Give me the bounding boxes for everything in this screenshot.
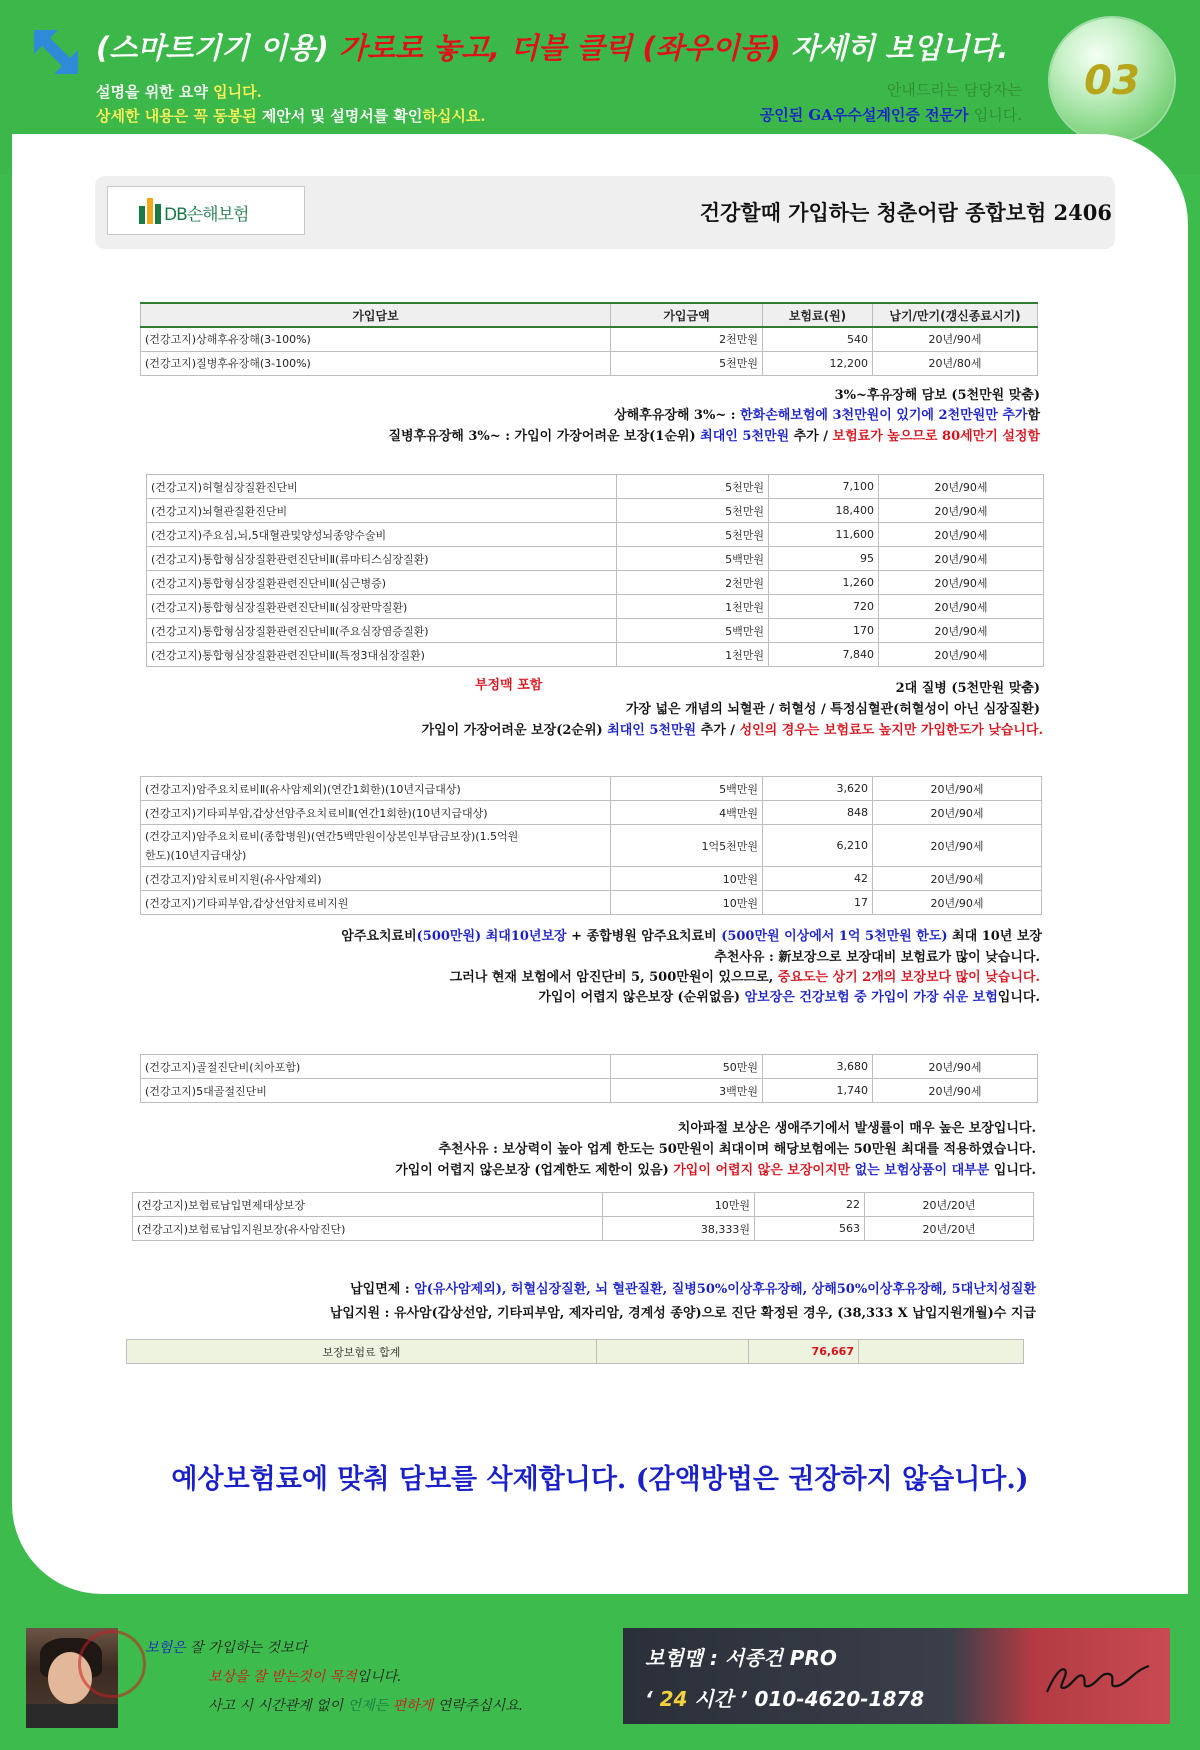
table-cell: 20년/90세 [873,825,1042,867]
stamp-icon [78,1630,146,1698]
banner-sub-2: 상세한 내용은 꼭 동봉된 제안서 및 설명서를 확인하십시요. [96,107,486,125]
table-cell: 20년/20년 [865,1217,1034,1241]
total-row [127,1340,1024,1364]
table-cell: 5백만원 [617,547,769,571]
table-cell: 5천만원 [617,523,769,547]
total-table [126,1339,1024,1364]
table-cell: (건강고지)암치료비지원(유사암제외) [141,867,611,891]
table-row [147,595,1044,619]
table-cell: (건강고지)질병후유장해(3-100%) [141,351,611,375]
table-cell: 20년/90세 [873,801,1042,825]
table-cell: 12,200 [763,351,873,375]
table-row [133,1217,1034,1241]
table-cell: 720 [769,595,879,619]
table-cell: 20년/80세 [873,351,1038,375]
coverage-table-3 [140,776,1042,915]
coverage-table-2 [146,474,1044,667]
table-row [147,643,1044,667]
table-cell: 20년/90세 [879,475,1044,499]
table-cell: 5백만원 [617,619,769,643]
table-row [141,867,1042,891]
note-4-line-2: 추천사유 : 보상력이 높아 업계 한도는 50만원이 최대이며 해당보험에는 50만원 최대를 적용하였습니다. [438,1142,1036,1157]
note-5-line-1: 납입면제 : 암(유사암제외), 허혈심장질환, 뇌 혈관질환, 질병50%이상후유장해, 상해50%이상후유장해, 5대난치성질환 [350,1282,1036,1297]
table-cell: 20년/90세 [879,595,1044,619]
table-row [141,891,1042,915]
note-2-line-3: 가입이 가장어려운 보장(2순위) 최대인 5천만원 추가 / 성인의 경우는 보험료도 높지만 가입한도가 낮습니다. [421,723,1043,738]
table-cell: 10만원 [611,867,763,891]
note-3-line-2: 추천사유 : 新보장으로 보장대비 보험료가 많이 낮습니다. [714,950,1040,965]
note-3-line-4: 가입이 어렵지 않은보장 (순위없음) 암보장은 건강보험 중 가입이 가장 쉬운 보험입니다. [538,990,1040,1005]
table-cell: (건강고지)주요심,뇌,5대혈관및양성뇌종양수술비 [147,523,617,547]
contact-card[interactable] [623,1628,1170,1724]
table-cell: 5천만원 [611,351,763,375]
note-3-line-1: 암주요치료비(500만원) 최대10년보장 + 종합병원 암주요치료비 (500만원 이상에서 1억 5천만원 한도) 최대 10년 보장 [341,929,1042,944]
page-number-bubble: 03 [1050,18,1174,142]
table-cell: 10만원 [603,1193,755,1217]
db-logo-icon [139,198,161,224]
table-cell: 20년/90세 [879,619,1044,643]
table-cell: 3,620 [763,777,873,801]
note-1-line-1: 3%~후유장해 담보 (5천만원 맞춤) [834,388,1040,403]
table-cell: 2천만원 [611,327,763,351]
coverage-table-1 [140,302,1038,376]
footer-line-3: 사고 시 시간관계 없이 언제든 편하게 연락주십시요. [208,1698,524,1714]
table-cell: 20년/90세 [879,547,1044,571]
table-cell: 1천만원 [617,643,769,667]
coverage-table-5 [132,1192,1034,1241]
note-2-line-1: 2대 질병 (5천만원 맞춤) [895,681,1040,696]
table-header-row: 가입담보 가입금액 보험료(원) 납기/만기(갱신종료시기) [141,303,1038,327]
table-row [141,1055,1038,1079]
footer-line-1: 보험은 잘 가입하는 것보다 [145,1640,308,1656]
table-cell: 42 [763,867,873,891]
company-logo: DB손해보험 [107,186,305,235]
table-cell: 5천만원 [617,475,769,499]
table-cell: 20년/90세 [873,891,1042,915]
table-cell: 50만원 [611,1055,763,1079]
table-cell: (건강고지)기타피부암,갑상선암치료비지원 [141,891,611,915]
note-1-line-2: 상해후유장해 3%~ : 한화손해보험에 3천만원이 있기에 2천만원만 추가함 [614,408,1040,423]
doc-title: 건강할때 가입하는 청춘어람 종합보험 2406 [699,200,1112,225]
table-row [141,801,1042,825]
table-cell: 3백만원 [611,1079,763,1103]
table-cell: 5천만원 [617,499,769,523]
table-cell: 540 [763,327,873,351]
table-cell: 563 [755,1217,865,1241]
table-cell: 5백만원 [611,777,763,801]
table-row [141,825,1042,867]
table-cell: (건강고지)통합형심장질환관련진단비Ⅱ(특정3대심장질환) [147,643,617,667]
table-cell: 18,400 [769,499,879,523]
table-row [141,777,1042,801]
table-row [147,619,1044,643]
table-cell: 170 [769,619,879,643]
total-label: 보장보험료 합계 [127,1340,597,1364]
banner-title: (스마트기기 이용) 가로로 놓고, 더블 클릭 (좌우이동) 자세히 보입니다. [96,31,1009,65]
table-row [147,571,1044,595]
table-cell: 20년/90세 [879,499,1044,523]
agent-line-1: 안내드리는 담당자는 [886,81,1022,99]
table-cell: 95 [769,547,879,571]
footer-line-2: 보상을 잘 받는것이 목적입니다. [208,1669,402,1685]
table-cell: 7,100 [769,475,879,499]
table-cell: (건강고지)암주요치료비Ⅱ(유사암제외)(연간1회한)(10년지급대상) [141,777,611,801]
banner-sub-1: 설명을 위한 요약 입니다. [96,83,262,101]
table-cell: 38,333원 [603,1217,755,1241]
note-3-line-3: 그러나 현재 보험에서 암진단비 5, 500만원이 있으므로, 중요도는 상기 2개의 보장보다 많이 낮습니다. [449,970,1040,985]
table-cell: 20년/90세 [879,523,1044,547]
table-cell: (건강고지)통합형심장질환관련진단비Ⅱ(심장판막질환) [147,595,617,619]
table-cell: (건강고지)통합형심장질환관련진단비Ⅱ(류마티스심장질환) [147,547,617,571]
table-cell: (건강고지)암주요치료비(종합병원)(연간5백만원이상본인부담금보장)(1.5억원 한도)(10년지급대상) [141,825,611,867]
table-row [147,523,1044,547]
table-cell: 10만원 [611,891,763,915]
big-note: 예상보험료에 맞춰 담보를 삭제합니다. (감액방법은 권장하지 않습니다.) [171,1464,1029,1495]
table-cell: (건강고지)뇌혈관질환진단비 [147,499,617,523]
table-cell: 20년/90세 [879,643,1044,667]
table-cell: 3,680 [763,1055,873,1079]
total-value: 76,667 [749,1340,859,1364]
note-2-line-2: 가장 넓은 개념의 뇌혈관 / 허혈성 / 특정심혈관(허혈성이 아닌 심장질환) [625,702,1040,717]
table-cell: 22 [755,1193,865,1217]
table-cell: (건강고지)통합형심장질환관련진단비Ⅱ(주요심장염증질환) [147,619,617,643]
table-row [141,1079,1038,1103]
table-cell: 20년/90세 [873,1055,1038,1079]
table-cell: (건강고지)허혈심장질환진단비 [147,475,617,499]
table-cell: 1,260 [769,571,879,595]
table-cell: 20년/90세 [873,1079,1038,1103]
coverage-table-4 [140,1054,1038,1103]
table-cell: 848 [763,801,873,825]
contact-phone[interactable]: ‘ 24 시간 ’ 010-4620-1878 [645,1687,925,1711]
table-cell: 20년/90세 [879,571,1044,595]
table-cell: (건강고지)상해후유장해(3-100%) [141,327,611,351]
note-5-line-2: 납입지원 : 유사암(갑상선암, 기타피부암, 제자리암, 경계성 종양)으로 진단 확정된 경우, (38,333 X 납입지원개월)수 지급 [329,1306,1036,1321]
table-row [147,475,1044,499]
table-cell: 20년/90세 [873,867,1042,891]
table-cell: 20년/90세 [873,327,1038,351]
table-cell: (건강고지)골절진단비(치아포함) [141,1055,611,1079]
table-cell: 1,740 [763,1079,873,1103]
note-1-line-3: 질병후유장해 3%~ : 가입이 가장어려운 보장(1순위) 최대인 5천만원 추가 / 보험료가 높으므로 80세만기 설정함 [388,429,1040,444]
table-cell: 1억5천만원 [611,825,763,867]
table-cell: (건강고지)보험료납입지원보장(유사암진단) [133,1217,603,1241]
table-cell: 20년/20년 [865,1193,1034,1217]
table-row [133,1193,1034,1217]
note-4-line-1: 치아파절 보상은 생애주기에서 발생률이 매우 높은 보장입니다. [677,1121,1036,1136]
signature-icon [1043,1658,1153,1698]
expand-arrows-icon [30,26,82,78]
note-4-line-3: 가입이 어렵지 않은보장 (업계한도 제한이 있음) 가입이 어렵지 않은 보장이지만 없는 보험상품이 대부분 입니다. [395,1163,1036,1178]
table-row [147,547,1044,571]
table-cell: (건강고지)보험료납입면제대상보장 [133,1193,603,1217]
note-2-tag: 부정맥 포함 [475,678,543,693]
table-cell: 20년/90세 [873,777,1042,801]
table-cell: 1천만원 [617,595,769,619]
table-cell: (건강고지)기타피부암,갑상선암주요치료비Ⅱ(연간1회한)(10년지급대상) [141,801,611,825]
table-cell: (건강고지)통합형심장질환관련진단비Ⅱ(심근병증) [147,571,617,595]
table-cell: 11,600 [769,523,879,547]
table-cell: (건강고지)5대골절진단비 [141,1079,611,1103]
table-cell: 6,210 [763,825,873,867]
table-row [141,327,1038,351]
table-cell [859,1340,1024,1364]
table-cell [597,1340,749,1364]
table-cell: 17 [763,891,873,915]
table-cell: 4백만원 [611,801,763,825]
agent-line-2: 공인된 GA우수설계인증 전문가 입니다. [759,106,1022,124]
table-row [141,351,1038,375]
table-cell: 2천만원 [617,571,769,595]
contact-name: 보험맵 : 서종건 PRO [645,1646,837,1670]
table-row [147,499,1044,523]
table-cell: 7,840 [769,643,879,667]
